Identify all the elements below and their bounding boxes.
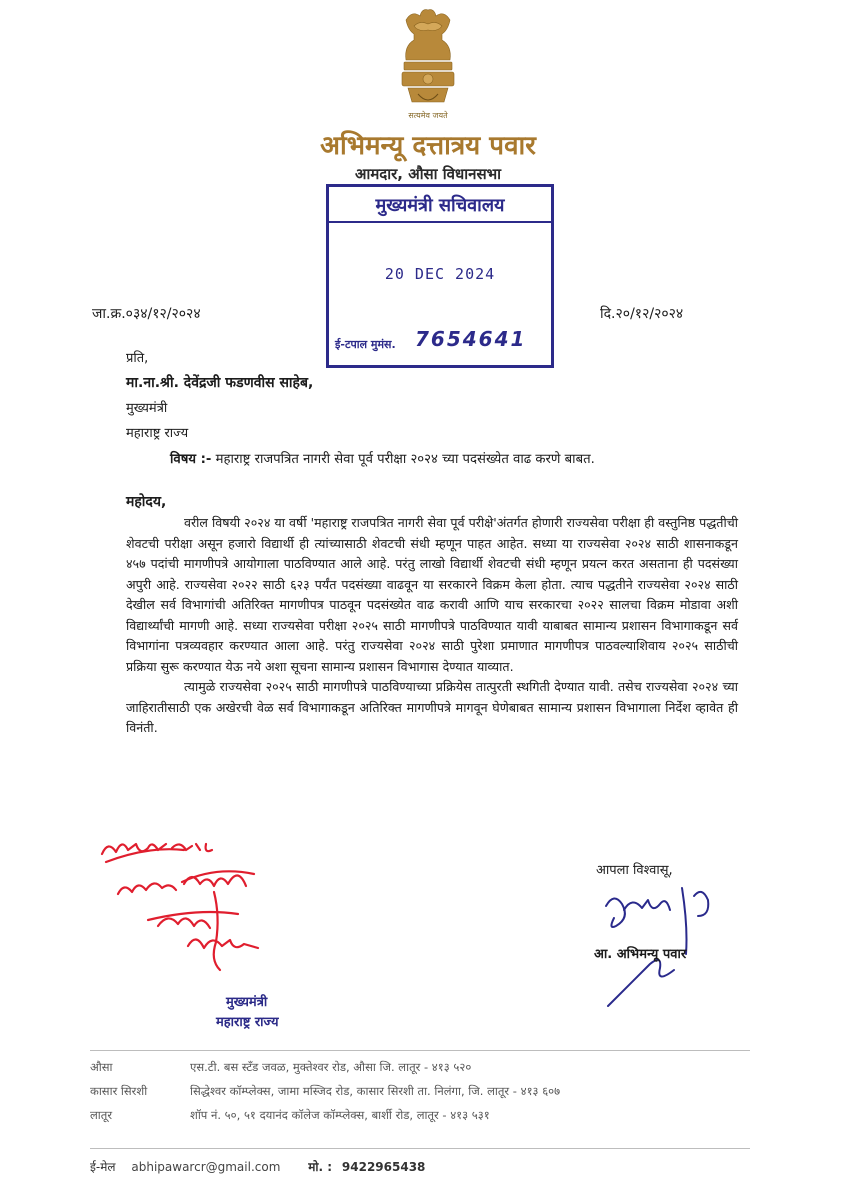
footer-contact xyxy=(90,1158,425,1175)
body-paragraph-1: वरील विषयी २०२४ या वर्षी 'महाराष्ट्र राजपत्रित नागरी सेवा पूर्व परीक्षे'अंतर्गत होणारी राज्यसेवा परीक्षा ही वस्तुनिष्ठ पद्धतीची शेवटची परीक्षा असून हजारो विद्यार्थी ही त्यांच्यासाठी शेवटची संधी म्हणून पाहत आहेत. सध्या या राज्यसेवा २०२४ साठी शासनाकडून ४५७ पदांची मागणीपत्रे आयोगाला पाठविण्यात आले आहे. परंतु लाखो विद्यार्थी शेवटची संधी म्हणून प्रयत्न करत असताना ही पदसंख्या अपुरी आहे. राज्यसेवा २०२२ साठी ६२३ पर्यंत पदसंख्या वाढवून या सरकारने विक्रम केला होता. त्याच पद्धतीने राज्यसेवा २०२४ साठी देखील सर्व विभागांची अतिरिक्त मागणीपत्र पाठवून पदसंख्येत वाढ करावी आणि याच सरकारचा २०२२ सालचा विक्रम मोडावा अशी विद्यार्थ्यांची मागणी आहे. सध्या राज्यसेवा परीक्षा २०२५ साठी मागणीपत्रे पाठविण्यात यावी याबाबत सामान्य प्रशासन विभागाकडून सर्व विभागांना पत्रव्यवहार करण्यात आला आहे. परंतु राज्यसेवा २०२४ साठी पुरेशा प्रमाणात मागणीपत्र पाठवल्याशिवाय २०२५ साठीची प्रक्रिया सुरू करण्यात येऊ नये अशा सूचना सामान्य प्रशासन विभागास देण्यात याव्यात. xyxy=(126,515,738,674)
cm-stamp-line2: महाराष्ट्र राज्य xyxy=(216,1015,279,1030)
ashoka-emblem-icon xyxy=(392,6,464,118)
cm-secretariat-stamp xyxy=(326,184,554,368)
emblem-tagline: सत्यमेव जयते xyxy=(408,111,448,120)
subject-line xyxy=(170,449,595,467)
email-label: ई-मेल xyxy=(90,1160,116,1174)
signature-icon xyxy=(590,866,750,1016)
letter-body xyxy=(126,513,738,739)
footer-address: शॉप नं. ५०, ५१ दयानंद कॉलेज कॉम्प्लेक्स, बार्शी रोड, लातूर - ४१३ ५३१ xyxy=(190,1108,490,1122)
footer-row-ausa xyxy=(90,1060,750,1076)
footer-place: कासार सिरशी xyxy=(90,1084,148,1098)
addressee-title: मुख्यमंत्री xyxy=(126,401,168,416)
salutation: महोदय, xyxy=(126,494,167,510)
footer-address: एस.टी. बस स्टँड जवळ, मुक्तेश्वर रोड, औसा जि. लातूर - ४१३ ५२० xyxy=(190,1060,472,1074)
footer-divider-bottom xyxy=(90,1148,750,1149)
mobile-number: 9422965438 xyxy=(341,1160,426,1174)
letterhead-designation: आमदार, औसा विधानसभा xyxy=(354,165,502,183)
letter-date: दि.२०/१२/२०२४ xyxy=(600,306,684,322)
footer-row-kasar-sirshi xyxy=(90,1084,750,1100)
closing-regards: आपला विश्वासू, xyxy=(596,863,673,878)
email-address: abhipawarcr@gmail.com xyxy=(131,1160,281,1174)
handwritten-endorsement-icon xyxy=(88,826,288,992)
footer-divider-top xyxy=(90,1050,750,1051)
addressee-block xyxy=(126,346,313,446)
stamp-title: मुख्यमंत्री सचिवालय xyxy=(329,193,551,223)
footer-place: औसा xyxy=(90,1060,113,1074)
body-paragraph-2: त्यामुळे राज्यसेवा २०२५ साठी मागणीपत्रे पाठविण्याच्या प्रक्रियेस तात्पुरती स्थगिती देण्यात यावी. तसेच राज्यसेवा २०२४ च्या जाहिरातीसाठी एक अखेरची वेळ सर्व विभागाकडून अतिरिक्त मागणीपत्रे मागवून घेणेबाबत सामान्य प्रशासन विभागाला निर्देश व्हावेत ही विनंती. xyxy=(126,679,738,735)
mobile-label: मो. : xyxy=(308,1160,333,1174)
letterhead-name: अभिमन्यू दत्तात्रय पवार xyxy=(320,131,536,161)
addressee-state: महाराष्ट्र राज्य xyxy=(126,426,189,441)
stamp-number: 7654641 xyxy=(415,327,527,351)
subject-text: महाराष्ट्र राजपत्रित नागरी सेवा पूर्व परीक्षा २०२४ च्या पदसंख्येत वाढ करणे बाबत. xyxy=(215,452,595,467)
stamp-label: ई-टपाल मुमंस. xyxy=(335,338,396,351)
addressee-prati: प्रति, xyxy=(126,351,149,366)
cm-stamp-line1: मुख्यमंत्री xyxy=(226,995,268,1010)
subject-label: विषय :- xyxy=(170,452,212,467)
footer-address: सिद्धेश्वर कॉम्प्लेक्स, जामा मस्जिद रोड, कासार सिरशी ता. निलंगा, जि. लातूर - ४१३ ६०७ xyxy=(190,1084,561,1098)
reference-number: जा.क्र.०३४/१२/२०२४ xyxy=(92,306,201,322)
signatory-name: आ. अभिमन्यू पवार xyxy=(594,947,687,962)
addressee-name: मा.ना.श्री. देवेंद्रजी फडणवीस साहेब, xyxy=(126,375,314,391)
stamp-date: 20 DEC 2024 xyxy=(384,265,496,283)
footer-place: लातूर xyxy=(90,1108,113,1122)
footer-row-latur xyxy=(90,1108,750,1124)
